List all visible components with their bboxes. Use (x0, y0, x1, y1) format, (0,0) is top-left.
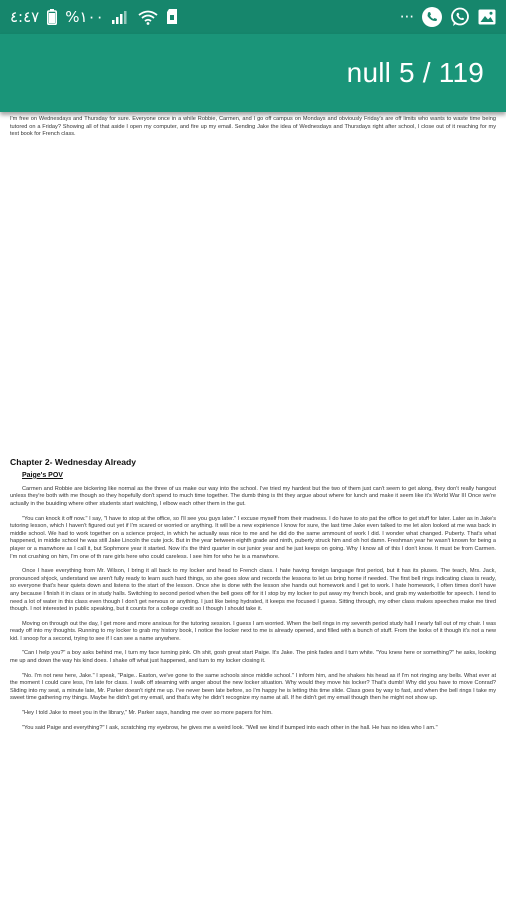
document-page[interactable] (0, 112, 506, 900)
status-left (10, 8, 178, 26)
gallery-icon (478, 9, 496, 25)
paragraph: "You can knock it off now." I say, "I have to stop at the office, so I'll see you guys later." I excuse myself from their madness. I do have to sto pat the office to get stuff for later. Later as in Jake's tutoring lesson, which I haven't figured out yet if I'm scared or worried or anything. It will be a new expirience I know for sure, the last time Jake even talked to me let alon looked at me was back in middle school. We had to work together on a science project, in which he actually was nice to me and he did do the same ammount of work I did. I wonder what changed. Puberty. That's what happened, in middle school he was still Jake Lincoln the cute jock. But in the year between eighth grade and ninth, puberty struck him and oh hot damn. Freshman year he wasn't known for being a player or a manwhore as I call it, but Sophmore year it started. Now it's the third quarter in our junior year and he just keeps on going. Why I know all of this I don't know. It must be from Carmen. I'm not crushing on him, I'm one of th rare girls here who could careless. I see him for who he is a manwhore. (10, 515, 496, 560)
paragraph: Carmen and Robbie are bickering like normal as the three of us make our way into the school. I've tried my hardest but the two of them just can't seem to get along, they don't really hangout unless they're both with me though so they hopefully don't spend to much time together. The dumb thing is tht they argue about where for lunch and make it seem like it's World War III Once we're actually in the buuiding where other students start watching, I elbow each other them in the gut. (10, 485, 496, 507)
status-time: ٤:٤٧ (10, 8, 40, 26)
paragraph: "Can I help you?" a boy asks behind me, I turn my face turning pink. Oh shit, gosh great start Paige. It's Jake. The pink fades and I turn white. "You knew here or something?" he asks, looking me up and down the way his kind does. I shake off what just happened, and turn to my locker closing it. (10, 650, 496, 665)
menu-dots-icon: ··· (399, 8, 414, 26)
paragraph-intro: I'm free on Wednesdays and Thursday for sure. Everyone once in a while Robbie, Carmen, and I go off campus on Mondays and obviously Friday's are off limits who wants to waste time being tutored on a Friday? Showing all of that aside I open my computer, and fire up my email. Sending Jake the idea of Wednesdays and Thursdays right after school, I close out of it reaching for my text book for French class. (10, 116, 496, 138)
chapter-heading: Chapter 2- Wednesday Already (10, 456, 137, 467)
paragraph: "You said Paige and everything?" I ask, scratching my eyebrow, he gives me a weird look. "Well we kind if bumped into each other in the hall. He has no idea who I am." (22, 724, 438, 731)
signal-icon (112, 10, 130, 24)
phone-icon (422, 7, 442, 27)
battery-percent: %١٠٠ (65, 8, 104, 26)
app-bar (0, 34, 506, 112)
page-blank-space (10, 139, 496, 455)
paragraph: "No. I'm not new here, Jake." I speak, "Paige.. Easton, we've gone to the same schools since middle school." I inform him, and he shakes his head as if I'm not ringing any bells. What ever at the moment I could care less, I'm late for class. I walk off steaming with anger about the new locker situation. Why would they move his locker? That's dumb! Why did you have to move Conrad? Sliding into my seat, a minute late, Mr. Parker doesn't right me up. I've never been late before, so I'm happy he is letting this time slide. Class goes by way to fast, and when the bell rings I take my sweet time gathering my things. Maybe he didn't get my email, and that's why he didn't recognize my name at all. If he didn't get my email though then he might not show up. (10, 672, 496, 702)
sd-card-icon (166, 9, 178, 25)
paragraph: "Hey I told Jake to meet you in the library," Mr. Parker says, handing me over so more papers for him. (22, 710, 273, 717)
page-counter-title: null 5 / 119 (346, 57, 484, 88)
status-right (400, 7, 496, 27)
whatsapp-icon (450, 7, 470, 27)
status-bar (0, 0, 506, 34)
battery-icon (47, 9, 57, 25)
pov-heading: Paige's POV (22, 471, 63, 479)
paragraph: Once I have everything from Mr. Wilson, I bring it all back to my locker and head to French class. I hate having foreign language first period, but it has its pluses. The teach, Mrs. Jack, pronounced shjock, understand we aren't fully ready to learn such hard things, so she goes slow and records the lessons to let us bring home if needed. The first bell rings indicating class is ready, so everyone that's hear quiets down and listens to the start of the lesson. Once she is done with the lesson she hands out homework and I get to work. I hate homework, I often times don't have any because I finish it in class or in study halls. Switching to second period when the bell goes off for it I stop by my locker to put away my french book, and grab my waterbottle for speech. I tend to need a lot of water in this class even though I don't get nervous or anything. I just like being hydrated, it keeps me focused I guess. Sitting through, my other class makes speeches make me tired though. I not interested in public speaking, but it counts for a college credit so I though I should take it. (10, 568, 496, 613)
wifi-icon (138, 10, 158, 25)
paragraph: Moving on through out the day, I get more and more anxious for the tutoring session. I guess I am worried. When the bell rings in my seventh period study hall I nearly fall out of my chair. I was ready off into my thoughts. Running to my locker to grab my history book, I notice the locker next to me is already opened, and filled with a bunch of stuff. From the looks of it though it's not a new kid. I snoop for a second, trying to see if I can see a name anywhere. (10, 620, 496, 642)
